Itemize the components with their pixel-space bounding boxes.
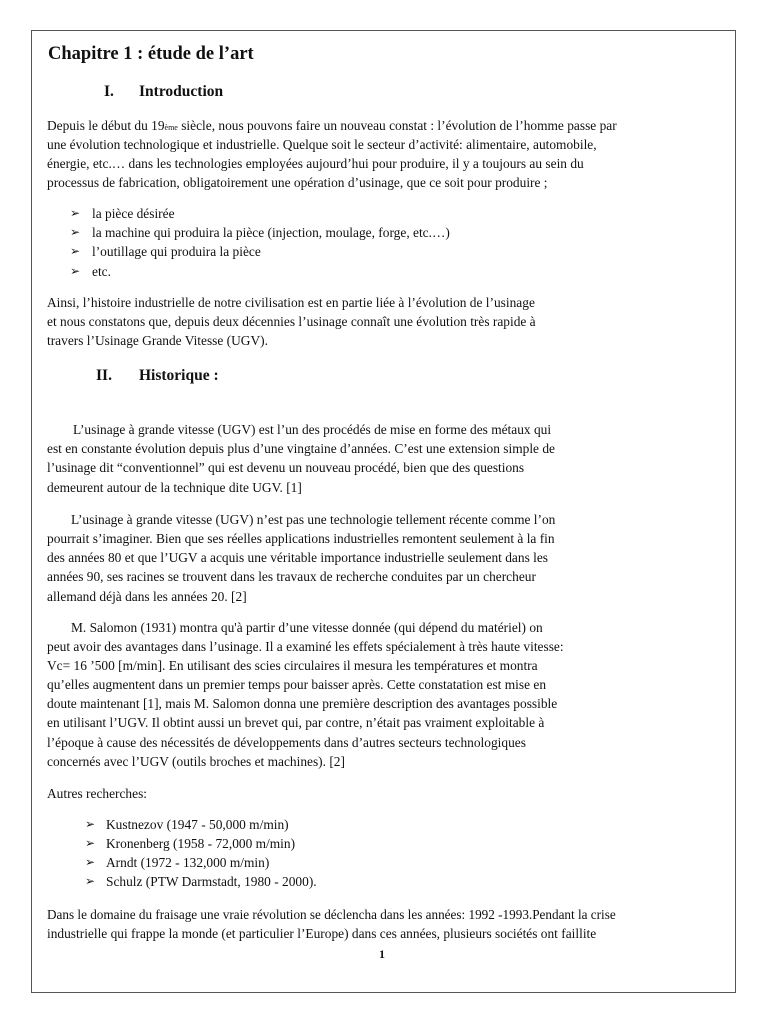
bullet-arrow-icon: ➢ <box>85 855 96 869</box>
list-item: la machine qui produira la pièce (injection, moulage, forge, etc.…) <box>92 225 450 240</box>
section2-para3-line4: qu’elles augmentent dans un premier temps pour baisser après. Cette constatation est mise en <box>47 677 547 692</box>
section2-para3-line8: concernés avec l’UGV (outils broches et machines). [2] <box>47 754 345 769</box>
list-item: Arndt (1972 - 132,000 m/min) <box>106 855 270 870</box>
section2-title: Historique : <box>139 367 219 384</box>
section1-para2-line3: travers l’Usinage Grande Vitesse (UGV). <box>47 333 268 348</box>
section1-para1-line4: processus de fabrication, obligatoirement une opération d’usinage, que ce soit pour produire ; <box>47 175 548 190</box>
section1-para1-line3: énergie, etc.… dans les technologies employées aujourd’hui pour produire, il y a toujours au sein du <box>47 156 584 171</box>
bullet-arrow-icon: ➢ <box>70 244 81 258</box>
bullet-arrow-icon: ➢ <box>85 874 96 888</box>
section2-para2-line1: L’usinage à grande vitesse (UGV) n’est pas une technologie tellement récente comme l’on <box>71 512 556 527</box>
bullet-arrow-icon: ➢ <box>85 817 96 831</box>
section1-para1-line1: Depuis le début du 19ème siècle, nous pouvons faire un nouveau constat : l’évolution de l’homme passe par <box>47 118 617 133</box>
section1-para2-line2: et nous constatons que, depuis deux décennies l’usinage connaît une évolution très rapide à <box>47 314 536 329</box>
section2-para3-line7: l’époque à cause des nécessités de développements dans d’autres secteurs technologiques <box>47 735 526 750</box>
list-item: l’outillage qui produira la pièce <box>92 244 261 259</box>
section2-para3-line6: en utilisant l’UGV. Il obtint aussi un brevet qui, par contre, n’était pas vraiment exploitable à <box>47 715 545 730</box>
section2-para3-line3: Vc= 16 ’500 [m/min]. En utilisant des scies circulaires il mesura les températures et montra <box>47 658 538 673</box>
list-item: Schulz (PTW Darmstadt, 1980 - 2000). <box>106 874 317 889</box>
section2-para4-line1: Dans le domaine du fraisage une vraie révolution se déclencha dans les années: 1992 -1993.Pendant la crise <box>47 907 616 922</box>
section1-title: Introduction <box>139 83 224 100</box>
section2-number: II. <box>96 367 112 384</box>
section1-para2-line1: Ainsi, l’histoire industrielle de notre civilisation est en partie liée à l’évolution de l’usinage <box>47 295 535 310</box>
section2-para1-line1: L’usinage à grande vitesse (UGV) est l’un des procédés de mise en forme des métaux qui <box>73 422 552 437</box>
section2-para3-line5: doute maintenant [1], mais M. Salomon donna une première description des avantages possible <box>47 696 558 711</box>
chapter-title: Chapitre 1 : étude de l’art <box>48 44 254 64</box>
list-item: etc. <box>92 264 111 279</box>
section2-para3-line2: peut avoir des avantages dans l’usinage. Il a examiné les effets spécialement à très haute vitesse: <box>47 639 564 654</box>
bullet-arrow-icon: ➢ <box>85 836 96 850</box>
list-item: Kronenberg (1958 - 72,000 m/min) <box>106 836 296 851</box>
bullet-arrow-icon: ➢ <box>70 225 81 239</box>
section1-number: I. <box>104 83 114 100</box>
bullet-arrow-icon: ➢ <box>70 264 81 278</box>
section2-para2-line2: pourrait s’imaginer. Bien que ses réelles applications industrielles remontent seulement à la fin <box>47 531 555 546</box>
list-item: la pièce désirée <box>92 206 175 221</box>
section1-para1-line2: une évolution technologique et industrielle. Quelque soit le secteur d’activité: alimentaire, automobile, <box>47 137 597 152</box>
section2-para1-line3: l’usinage dit “conventionnel” qui est devenu un nouveau procédé, bien que des questions <box>47 460 525 475</box>
list-item: Kustnezov (1947 - 50,000 m/min) <box>106 817 289 832</box>
section2-para1-line4: demeurent autour de la technique dite UGV. [1] <box>47 480 302 495</box>
section2-para3-line1: M. Salomon (1931) montra qu'à partir d’une vitesse donnée (qui dépend du matériel) on <box>71 620 543 635</box>
autres-recherches-label: Autres recherches: <box>47 786 148 801</box>
section2-para4-line2: industrielle qui frappe la monde (et particulier l’Europe) dans ces années, plusieurs sociétés ont faillite <box>47 926 597 941</box>
page-number: 1 <box>379 947 385 961</box>
section2-para2-line4: années 90, ses racines se trouvent dans les travaux de recherche conduites par un chercheur <box>47 569 536 584</box>
section2-para1-line2: est en constante évolution depuis plus d’une vingtaine d’années. C’est une extension simple de <box>47 441 555 456</box>
bullet-arrow-icon: ➢ <box>70 206 81 220</box>
section2-para2-line3: des années 80 et que l’UGV a acquis une véritable importance industrielle seulement dans les <box>47 550 548 565</box>
section2-para2-line5: allemand déjà dans les années 20. [2] <box>47 589 247 604</box>
